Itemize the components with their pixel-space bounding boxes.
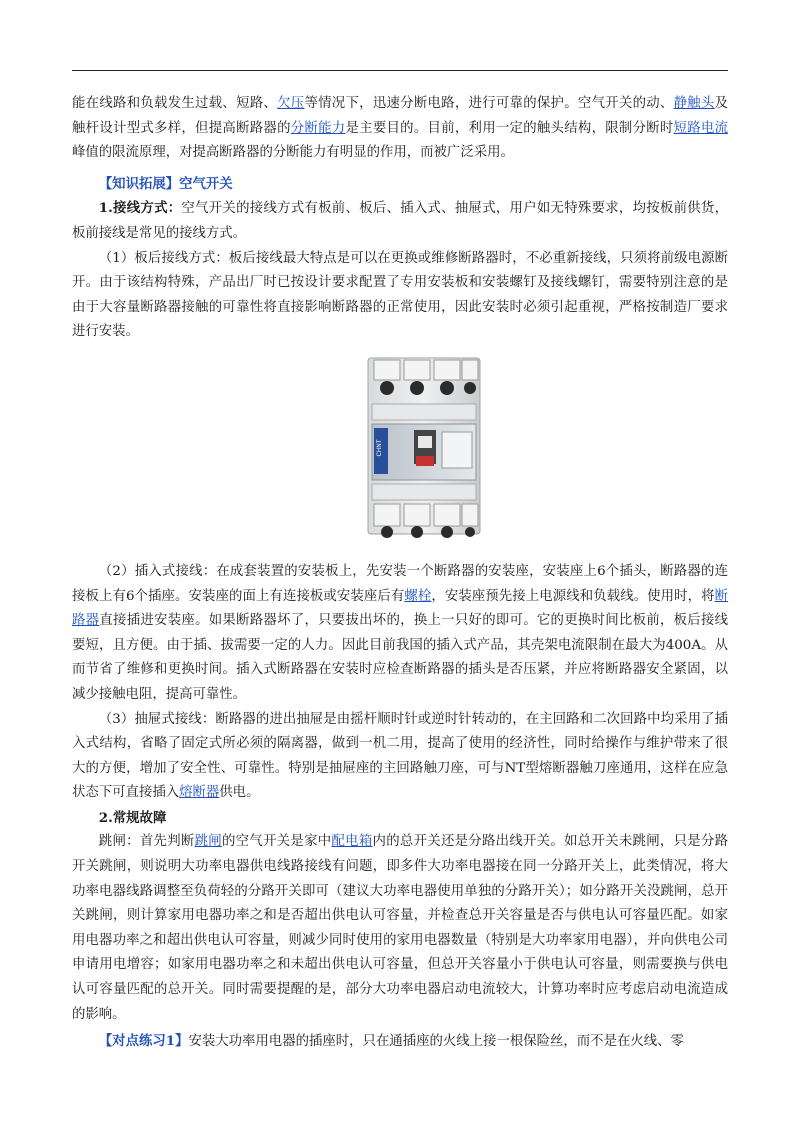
breaker-figure — [72, 352, 728, 552]
link-breaking-capacity[interactable]: 分断能力 — [290, 120, 346, 136]
text-run: 能在线路和负载发生过载、短路、 — [72, 96, 278, 111]
faults-paragraph — [72, 830, 728, 1027]
document-body — [72, 92, 728, 1055]
header-rule — [72, 70, 728, 71]
wiring-heading: 1.接线方式： — [98, 200, 182, 217]
faults-heading: 2.常规故障 — [98, 809, 167, 826]
text-run: 等情况下，迅速分断电路，进行可靠的保护。空气开关的动、 — [304, 96, 674, 111]
text-run: 供电。 — [219, 785, 260, 801]
text-run: 是主要目的。目前，利用一定的触头结构，限制分断时 — [345, 120, 674, 136]
text-run: 峰值的限流原理，对提高断路器的分断能力有明显的作用，而被广泛采用。 — [72, 145, 514, 161]
text-run: 及触杆设计型式多样，但提高断路器的 — [72, 96, 729, 136]
text-run: 直接插进安装座。如果断路器坏了，只要拔出坏的，换上一只好的即可。它的更换时间比板前，板后接线要短，且方便。由于插、拔需要一定的人力。因此目前我国的插入式产品，其壳架电流限制在最大为400A。从而节省了维修和更换时间。插入式断路器在安装时应检查断路器的插头是否压紧，并应将断路器安全紧固，以减少接触电阻，提高可靠性。 — [72, 613, 729, 702]
practice-paragraph — [72, 1029, 728, 1055]
link-bolt[interactable]: 螺栓 — [404, 588, 432, 604]
rear-wiring-paragraph: （1）板后接线方式：板后接线最大特点是可以在更换或维修断路器时，不必重新接线，只须将前级电源断开。由于该结构特殊，产品出厂时已按设计要求配置了专用安装板和安装螺钉及接线螺钉，需要特别注意的是由于大容量断路器接触的可靠性将直接影响断路器的正常使用，因此安装时必须引起重视，严格按制造厂要求进行安装。 — [72, 250, 728, 340]
link-short-circuit-current[interactable]: 短路电流 — [673, 120, 729, 136]
link-circuit-breaker[interactable]: 断路器 — [72, 588, 729, 629]
brand-label: CHNT — [376, 439, 383, 457]
text-run: 安装大功率用电器的插座时，只在通插座的火线上接一根保险丝，而不是在火线、零 — [188, 1034, 684, 1050]
link-distribution-box[interactable]: 配电箱 — [331, 834, 373, 850]
text-run: 的空气开关是家中 — [221, 834, 332, 850]
link-undervoltage[interactable]: 欠压 — [277, 96, 305, 111]
text-run: （2）插入式接线：在成套装置的安装板上，先安装一个断路器的安装座，安装座上6个插头，断路器的连接板上有6个插座。安装座的面上有连接板或安装座后有 — [72, 563, 728, 604]
link-trip[interactable]: 跳闸 — [194, 834, 222, 850]
link-static-contact[interactable]: 静触头 — [673, 96, 715, 111]
text-run: 跳闸：首先判断 — [98, 834, 195, 850]
text-run: （3）抽屉式接线：断路器的进出抽屉是由摇杆顺时针或逆时针转动的，在主回路和二次回路中均采用了插入式结构，省略了固定式所必须的隔离器，做到一机二用，提高了使用的经济性，同时给操作与维护带来了很大的方便，增加了安全性、可靠性。特别是抽屉座的主回路触刀座，可与NT型熔断器触刀座通用，这样在应急状态下可直接插入 — [72, 711, 728, 801]
text-run: 空气开关的接线方式有板前、板后、插入式、抽屉式，用户如无特殊要求，均按板前供货，板前接线是常见的接线方式。 — [72, 201, 728, 241]
intro-paragraph — [72, 92, 728, 166]
plugin-wiring-paragraph — [72, 560, 728, 708]
drawer-wiring-paragraph — [72, 708, 728, 806]
practice-label: 【对点练习1】 — [98, 1033, 189, 1050]
link-fuse[interactable]: 熔断器 — [179, 785, 220, 801]
section-heading: 【知识拓展】空气开关 — [98, 175, 233, 192]
circuit-breaker-image — [350, 352, 510, 548]
wiring-paragraph — [72, 196, 728, 246]
text-run: ，安装座预先接上电源线和负载线。使用时，将 — [431, 588, 715, 604]
text-run: 内的总开关还是分路出线开关。如总开关未跳闸，只是分路开关跳闸，则说明大功率电器供电线路接线有问题，即多件大功率电器接在同一分路开关上，此类情况，将大功率电器线路调整至负荷轻的分路开关即可（建议大功率电器使用单独的分路开关）；如分路开关没跳闸，总开关跳闸，则计算家用电器功率之和是否超出供电认可容量，并检查总开关容量是否与供电认可容量匹配。如家用电器功率之和超出供电认可容量，则减少同时使用的家用电器数量（特别是大功率家用电器），并向供电公司申请用电增容；如家用电器功率之和未超出供电认可容量，但总开关容量小于供电认可容量，则需要换与供电认可容量匹配的总开关。同时需要提醒的是，部分大功率电器启动电流较大，计算功率时应考虑启动电流造成的影响。 — [72, 834, 729, 1022]
